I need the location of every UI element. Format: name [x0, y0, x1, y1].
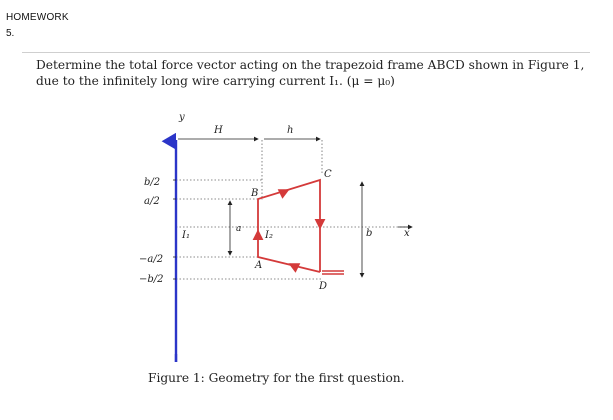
x-axis-label: x — [404, 228, 410, 239]
vertex-label-B: B — [251, 188, 259, 199]
label-h: h — [287, 125, 294, 136]
frame-arrow-bc — [286, 190, 288, 191]
label-a-over-2: a/2 — [144, 196, 160, 207]
label-I2: I₂ — [265, 230, 273, 241]
dotted-guides — [176, 140, 410, 279]
figure-caption: Figure 1: Geometry for the first question. — [148, 371, 405, 385]
label-b: b — [366, 228, 373, 239]
vertex-label-D: D — [319, 281, 328, 292]
vertex-label-A: A — [255, 260, 263, 271]
label-I1: I₁ — [182, 230, 190, 241]
question-number: 5. — [6, 28, 15, 39]
label-H: H — [214, 125, 223, 136]
homework-heading: HOMEWORK — [6, 12, 69, 23]
y-axis-label: y — [179, 112, 185, 123]
frame-arrow-da — [290, 264, 292, 265]
label-b-over-2: b/2 — [144, 177, 161, 188]
problem-statement: Determine the total force vector acting on the trapezoid frame ABCD shown in Figure 1, due to the infinitely long wire carrying current I₁. (μ = μ₀) — [36, 58, 585, 88]
vertex-label-C: C — [324, 169, 332, 180]
label-neg-b-over-2: −b/2 — [139, 274, 164, 285]
label-a: a — [236, 224, 242, 234]
label-neg-a-over-2: −a/2 — [139, 254, 164, 265]
